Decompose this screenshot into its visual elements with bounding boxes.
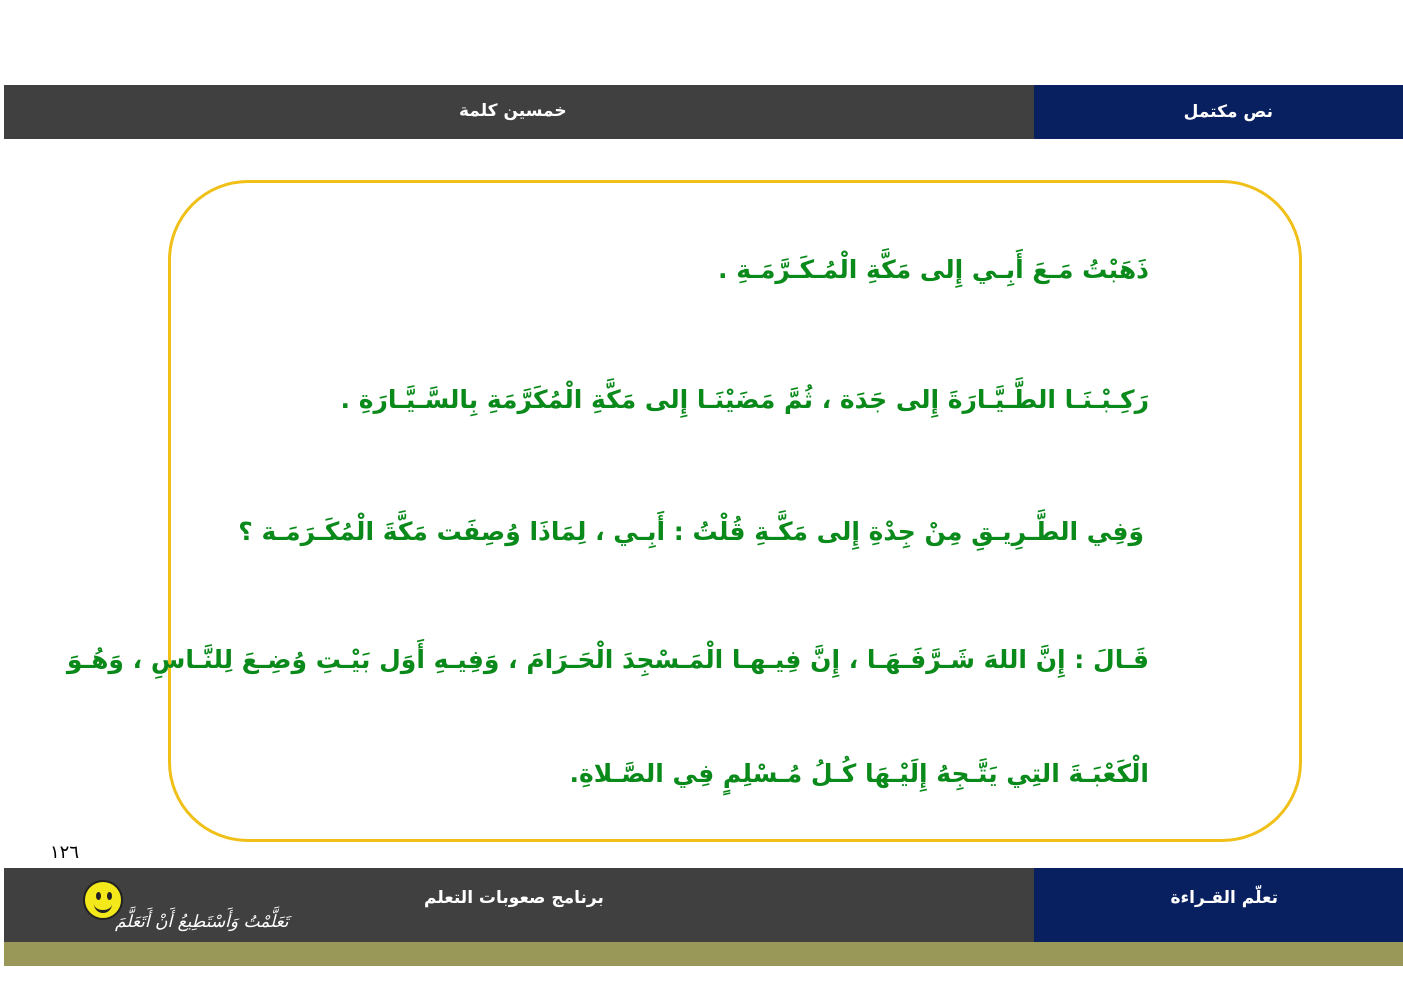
slogan-text: تَعَلَّمْتُ وَأَسْتَطِيعُ أَنْ أَتَعَلَّمَ [115,912,289,932]
topic-label: خمسين كلمة [459,101,567,121]
series-panel [1034,868,1403,942]
passage-line-2: رَكِـبْـنَـا الطَّـيَّـارَةَ إِلى جَدَة ، ثُمَّ مَضَيْنَـا إِلى مَكَّةِ الْمُكَرَّمَةِ بِالسَّـيَّـارَةِ . [340,385,1149,414]
top-header-bar [4,85,1403,139]
passage-line-5: الْكَعْبَـةَ التِي يَتَّـجِهُ إِلَيْـهَا كُـلُ مُـسْلِمٍ فِي الصَّـلاةِ. [569,759,1149,788]
passage-line-1: ذَهَبْتُ مَـعَ أَبِـي إِلى مَكَّةِ الْمُـكَـرَّمَـةِ . [718,255,1149,284]
section-label: نص مكتمل [1183,102,1273,122]
page-number: ١٢٦ [50,842,80,863]
passage-box [66,180,1302,842]
program-label: برنامج صعوبات التعلم [424,888,604,908]
topic-panel [4,85,1034,139]
section-panel [1034,85,1403,139]
footer-accent-strip [4,942,1403,966]
series-label: تعلّم القـراءة [1170,888,1278,908]
passage-line-4: قَـالَ : إِنَّ اللهَ شَـرَّفَـهَـا ، إِنَّ فِيـهـا الْمَـسْجِدَ الْحَـرَامَ ، وَفِيـهِ أَوَل بَيْـتِ وُضِـعَ لِلنَّـاسِ ، وَهُـوَ [66,645,1149,674]
smiley-right-eye [107,892,112,900]
passage-line-3: وَفِي الطَّـرِيـقِ مِنْ جِدْةِ إِلى مَكَّـةِ قُلْتُ : أَبِـي ، لِمَاذَا وُصِفَت مَكَّةَ الْمُكَـرَمَـة ؟ [238,517,1144,546]
smiley-left-eye [96,892,101,900]
smiley-mouth [94,900,112,913]
